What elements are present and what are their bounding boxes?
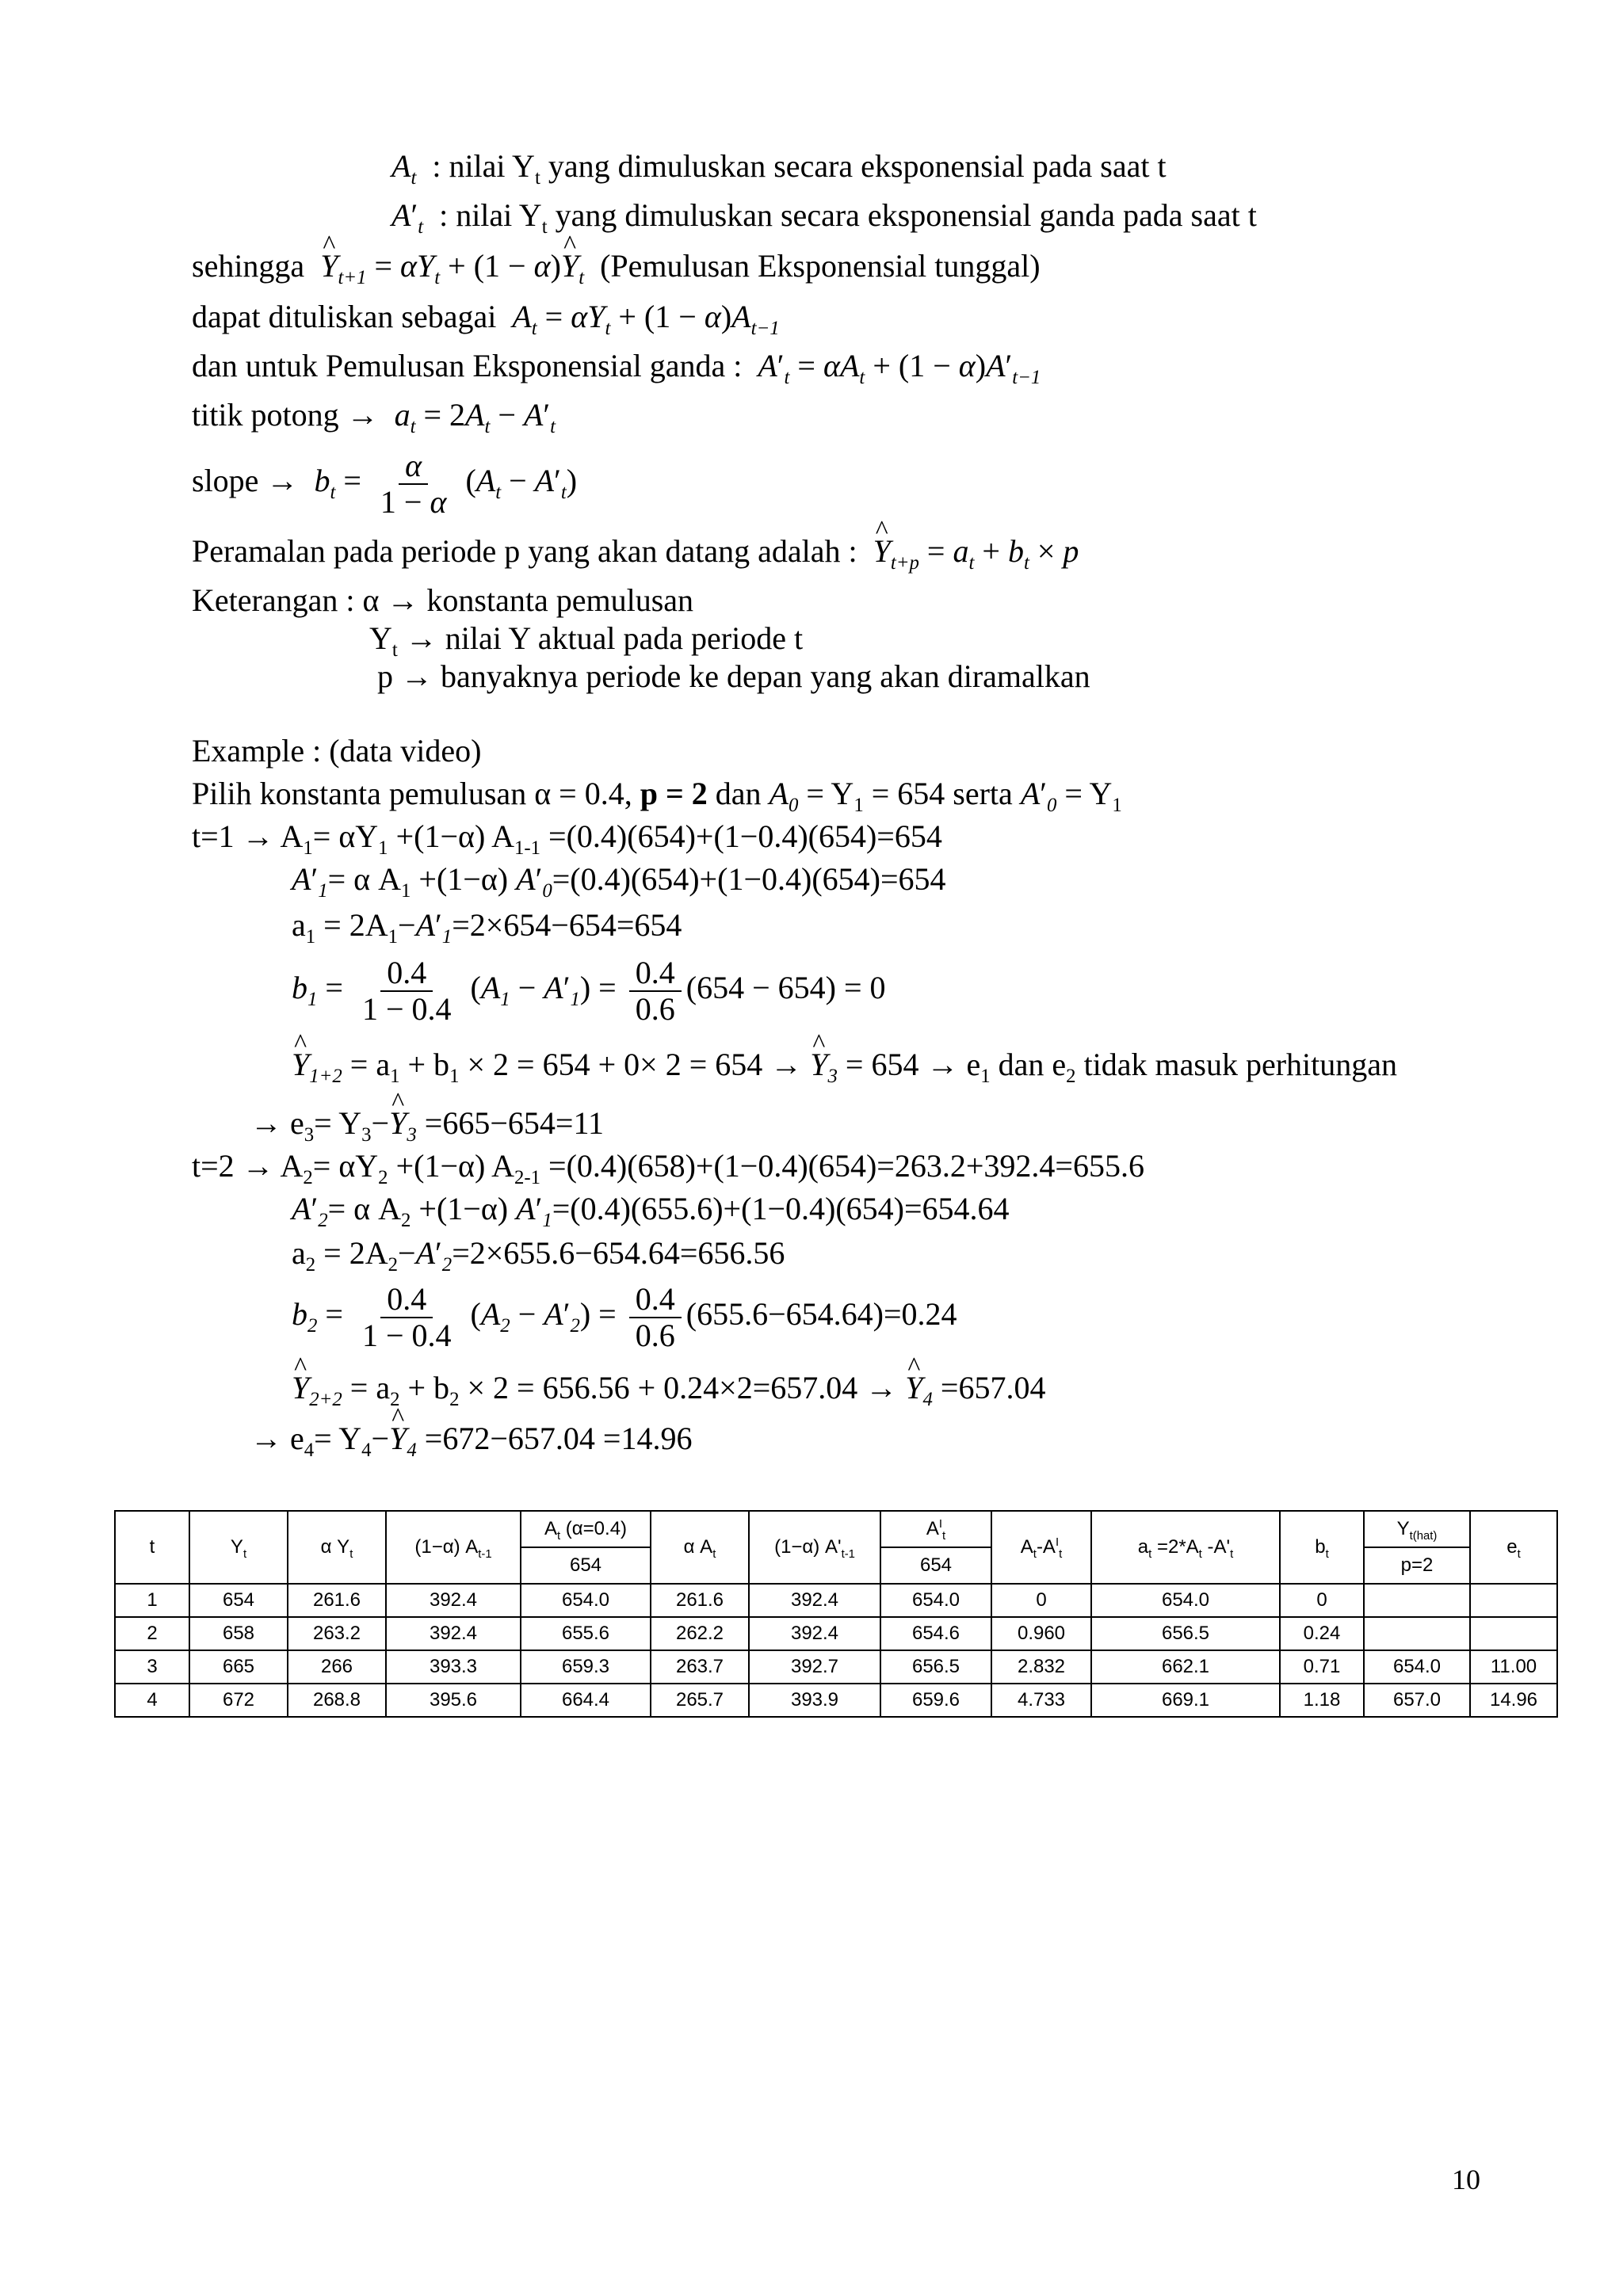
header-p2: p=2 [1364,1547,1470,1584]
table-cell: 262.2 [651,1617,749,1650]
line-dan-untuk: dan untuk Pemulusan Eksponensial ganda : A ′ $_t = \alpha A_t + (1 - \alpha)A$ ′ $_{t-1}$ [192,347,1041,385]
header-alpha-at: α $A_t$ [651,1511,749,1584]
line-t1-b: $b_1$ = $\frac{0.4}{1 - 0.4}$ ($A_1 - A$ ′ $_1$) = $\frac{0.4}{0.6}$ (654 − 654) = 0 [292,955,886,1027]
header-diff: $A_t-A^I_t$ [991,1511,1091,1584]
header-bt: $b_t$ [1280,1511,1364,1584]
table-cell: 395.6 [386,1684,521,1717]
table-row [115,1650,1557,1684]
header-one-minus-alpha-apt: (1−α) $A'_{t-1}$ [749,1511,880,1584]
table-cell: 392.4 [386,1617,521,1650]
table-row [115,1617,1557,1650]
table-cell: 392.4 [749,1584,880,1617]
table-cell: 392.4 [749,1617,880,1650]
line-t1-a: $t=1 \to A_1= \alpha Y_1 +(1-\alpha)$ $A_{1-1} =(0.4)(654)+(1-0.4)(654)=654$ [192,818,942,859]
table-cell: 1.18 [1280,1684,1364,1717]
calculation-table [114,1510,1558,1718]
table-cell: 1 [115,1584,189,1617]
table-cell: 266 [288,1650,386,1684]
def-apt: A ′ $_t$ : nilai $Y_t$ yang dimuluskan secara eksponensial ganda pada saat t [391,196,1257,235]
line-pilih: Pilih konstanta pemulusan α = 0.4, p = 2 dan $A_0 = Y_1 = 654$ serta A ′ $_0 = Y_1$ [192,775,1122,813]
table-cell: 656.5 [1091,1617,1280,1650]
line-t2-ap: A ′ $_2$= α $A_2 +(1-\alpha)$ A ′ $_1$=(0.4)(655.6)+(1−0.4)(654)=654.64 [292,1190,1010,1228]
header-at-formula: $a_t =2*A_t$ $-A'_t$ [1091,1511,1280,1584]
table-cell: 14.96 [1470,1684,1557,1717]
line-t1-y: ^ $Y_{1+2} = a_1 + b_1 \times 2 = 654 + 0\times 2 = 654$ → ^ $Y_3 = 654 \to e_1$ dan $e_2$ tidak masuk perhitungan [292,1046,1397,1084]
table-cell: 261.6 [288,1584,386,1617]
table-cell [1364,1584,1470,1617]
table-cell: 263.7 [651,1650,749,1684]
line-t2-a: $t=2 \to A_2= \alpha Y_2 +(1-\alpha)$ $A_{2-1} =(0.4)(658)+(1-0.4)(654)=263.2+392.4=655.6$ [192,1148,1144,1188]
table-cell: 392.7 [749,1650,880,1684]
table-cell [1470,1617,1557,1650]
table-cell: 654.0 [521,1584,651,1617]
table-cell: 654.0 [1091,1584,1280,1617]
table-cell: 0 [1280,1584,1364,1617]
table-cell: 0 [991,1584,1091,1617]
table-cell: 672 [189,1684,288,1717]
line-t1-a1: $a_1 = 2A_1-A$ ′ $_1$=2×654−654=654 [292,906,682,944]
line-keterangan: Keterangan : α → konstanta pemulusan [192,582,694,618]
header-apt: $A^I_t$ [880,1511,991,1547]
table-cell: 261.6 [651,1584,749,1617]
table-cell: 0.24 [1280,1617,1364,1650]
table-cell: 4 [115,1684,189,1717]
table-cell: 392.4 [386,1584,521,1617]
table-cell: 654.6 [880,1617,991,1650]
table-cell: 659.3 [521,1650,651,1684]
header-yhat: $Y_{t(hat)}$ [1364,1511,1470,1547]
header-at-initial: 654 [521,1547,651,1584]
line-dapat: dapat dituliskan sebagai $A_t = \alpha Y_t + (1 - \alpha)A_{t-1}$ [192,299,780,339]
table-cell [1364,1617,1470,1650]
line-t2-b: $b_2$ = $\frac{0.4}{1 - 0.4}$ ($A_2 - A$ ′ $_2$) = $\frac{0.4}{0.6}$ (655.6−654.64)=0.24 [292,1282,957,1353]
table-cell: 268.8 [288,1684,386,1717]
line-sehingga: sehingga ^ $Y_{t+1} = \alpha Y_t + (1$ − α)^ $Y_t$ (Pemulusan Eksponensial tunggal) [192,247,1041,285]
line-t2-y: ^ $Y_{2+2} = a_2 + b_2 \times 2 = 656.56 + 0.24\times 2=657.04$ → ^ $Y_4 =657.04$ [292,1369,1045,1407]
table-cell: 656.5 [880,1650,991,1684]
table-cell: 393.3 [386,1650,521,1684]
line-example: Example : (data video) [192,733,482,769]
header-t: t [115,1511,189,1584]
table-cell: 659.6 [880,1684,991,1717]
line-peramalan: Peramalan pada periode p yang akan datang adalah : ^ $Y_{t+p} = a_t + b_t \times p$ [192,532,1079,570]
header-at: $A_t$ (α=0.4) [521,1511,651,1547]
header-alpha-yt: α $Y_t$ [288,1511,386,1584]
header-apt-initial: 654 [880,1547,991,1584]
table-cell: 4.733 [991,1684,1091,1717]
table-cell: 654.0 [880,1584,991,1617]
table-cell [1470,1584,1557,1617]
table-cell: 658 [189,1617,288,1650]
header-one-minus-alpha-at: (1−α) $A_{t-1}$ [386,1511,521,1584]
table-cell: 3 [115,1650,189,1684]
table-cell: 665 [189,1650,288,1684]
line-ket-y: $Y_t$ → nilai Y aktual pada periode t [369,620,804,661]
table-cell: 0.960 [991,1617,1091,1650]
header-et: $e_t$ [1470,1511,1557,1584]
line-e3: → $e_3=$ $Y_3-\^{}$ $Y_3 =665-654=11$ [250,1104,604,1142]
table-cell: 654.0 [1364,1650,1470,1684]
header-yt: $Y_t$ [189,1511,288,1584]
table-cell: 662.1 [1091,1650,1280,1684]
line-slope: slope → $b_t$ = $\frac{\alpha}{1 - \alpha}$ ($A_t - A$ ′ $_t$) [192,448,577,520]
line-ket-p: p → banyaknya periode ke depan yang akan diramalkan [377,658,1090,694]
table-cell: 2.832 [991,1650,1091,1684]
table-row [115,1684,1557,1717]
table-cell: 657.0 [1364,1684,1470,1717]
table-row [115,1584,1557,1617]
table-cell: 654 [189,1584,288,1617]
table-cell: 664.4 [521,1684,651,1717]
line-t1-ap: A ′ $_1$= α $A_1 +(1-\alpha)$ A ′ $_0$=(0.4)(654)+(1−0.4)(654)=654 [292,860,946,898]
table-cell: 0.71 [1280,1650,1364,1684]
line-e4: → $e_4=$ $Y_4-\^{}$ $Y_4 =672-657.04 =14.96$ [250,1420,692,1458]
def-at: $A_t$ : nilai $Y_t$ yang dimuluskan secara eksponensial pada saat t [391,148,1167,189]
table-cell: 2 [115,1617,189,1650]
table-cell: 265.7 [651,1684,749,1717]
page-number: 10 [1452,2164,1480,2195]
table-cell: 393.9 [749,1684,880,1717]
table-cell: 655.6 [521,1617,651,1650]
table-cell: 11.00 [1470,1650,1557,1684]
line-titik: titik potong → $a_t = 2A_t - A$ ′ $_t$ [192,396,556,434]
table-cell: 263.2 [288,1617,386,1650]
table-cell: 669.1 [1091,1684,1280,1717]
line-t2-a2: $a_2 = 2A_2-A$ ′ $_2$=2×655.6−654.64=656.56 [292,1234,785,1272]
